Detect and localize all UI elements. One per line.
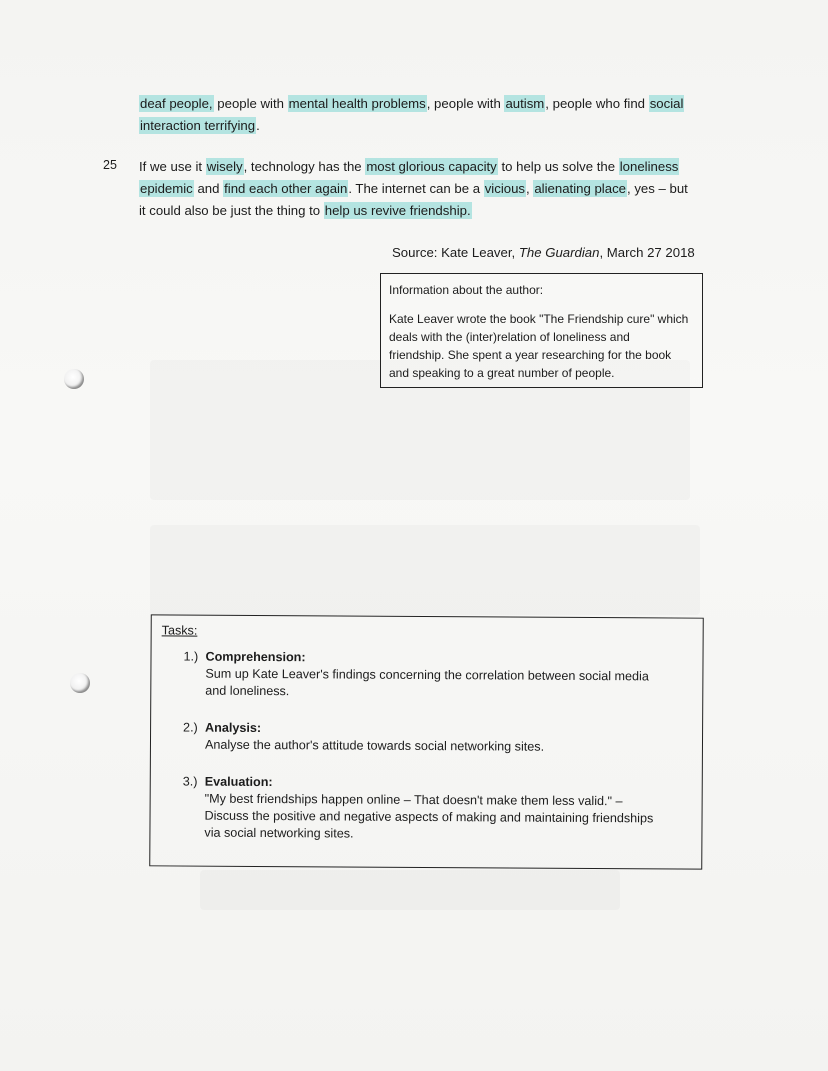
task-line: "My best friendships happen online – That doesn't make them less valid." –: [204, 791, 623, 809]
author-info-line: Kate Leaver wrote the book "The Friendship cure" which: [389, 312, 689, 326]
highlighted-phrase: social: [649, 96, 684, 111]
highlighted-phrase: epidemic: [140, 181, 193, 196]
source-date: , March 27 2018: [599, 245, 695, 260]
text-segment: it could also be just the thing to: [139, 203, 324, 218]
source-prefix: Source: Kate Leaver,: [392, 245, 519, 260]
highlighted-phrase: find each other again: [224, 181, 348, 196]
text-line: [139, 156, 709, 178]
article-paragraph-2: [139, 156, 709, 222]
author-info-line: friendship. She spent a year researching for the book: [389, 348, 672, 362]
punch-hole-top: [64, 369, 84, 389]
author-info-box: [380, 273, 703, 388]
task-line: Sum up Kate Leaver's findings concerning the correlation between social media: [205, 666, 649, 684]
text-line: [139, 178, 709, 200]
task-heading-label: Evaluation:: [204, 774, 273, 790]
text-segment: , people who find: [545, 96, 649, 111]
highlighted-phrase: interaction terrifying: [140, 118, 256, 133]
author-info-title: Information about the author:: [389, 283, 544, 297]
text-segment: , people with: [426, 96, 505, 111]
source-citation: [392, 245, 695, 260]
highlighted-phrase: vicious: [484, 181, 526, 196]
text-segment: and: [193, 181, 224, 196]
text-line: [139, 200, 709, 222]
highlighted-phrase: help us revive friendship.: [324, 203, 471, 218]
task-heading-label: Analysis:: [205, 720, 262, 735]
task-line: via social networking sites.: [204, 825, 354, 841]
task-body: [205, 737, 688, 757]
text-segment: , technology has the: [243, 159, 366, 174]
tasks-title: Tasks:: [161, 623, 198, 638]
task-line: and loneliness.: [205, 683, 290, 699]
text-segment: . The internet can be a: [348, 181, 484, 196]
text-segment: people with: [213, 96, 288, 111]
text-line: [139, 93, 709, 115]
task-line: Discuss the positive and negative aspects of making and maintaining friendships: [204, 808, 654, 826]
highlighted-phrase: most glorious capacity: [366, 159, 497, 174]
task-heading-label: Comprehension:: [205, 649, 306, 665]
task-number: 2.): [183, 720, 198, 735]
task-body: [204, 791, 687, 845]
task-number: 1.): [183, 649, 199, 664]
author-info-line: and speaking to a great number of people.: [389, 366, 615, 380]
source-publication: The Guardian: [518, 245, 600, 260]
highlighted-phrase: wisely: [206, 159, 243, 174]
highlighted-phrase: loneliness: [619, 159, 679, 174]
highlighted-phrase: autism: [505, 96, 545, 111]
bleed-through-shadow: [200, 870, 620, 910]
task-body: [205, 666, 688, 703]
text-segment: .: [256, 118, 260, 133]
text-segment: to help us solve the: [497, 159, 619, 174]
text-segment: ,: [526, 181, 534, 196]
task-comprehension: [183, 649, 688, 703]
text-segment: , yes – but: [627, 181, 688, 196]
text-line: [139, 115, 709, 137]
punch-hole-bottom: [70, 673, 90, 693]
text-segment: If we use it: [139, 159, 206, 174]
task-analysis: [183, 720, 688, 757]
author-info-line: deals with the (inter)relation of loneliness and: [389, 330, 630, 344]
bleed-through-shadow: [150, 525, 700, 615]
article-paragraph-1: [139, 93, 709, 137]
highlighted-phrase: alienating place: [534, 181, 626, 196]
task-number: 3.): [182, 774, 198, 789]
task-evaluation: [182, 774, 687, 845]
tasks-box: [149, 614, 704, 869]
highlighted-phrase: mental health problems: [288, 96, 426, 111]
line-number: 25: [103, 158, 117, 172]
author-info-body: [389, 310, 695, 382]
highlighted-phrase: deaf people,: [140, 96, 213, 111]
task-line: Analyse the author's attitude towards social networking sites.: [204, 737, 545, 754]
